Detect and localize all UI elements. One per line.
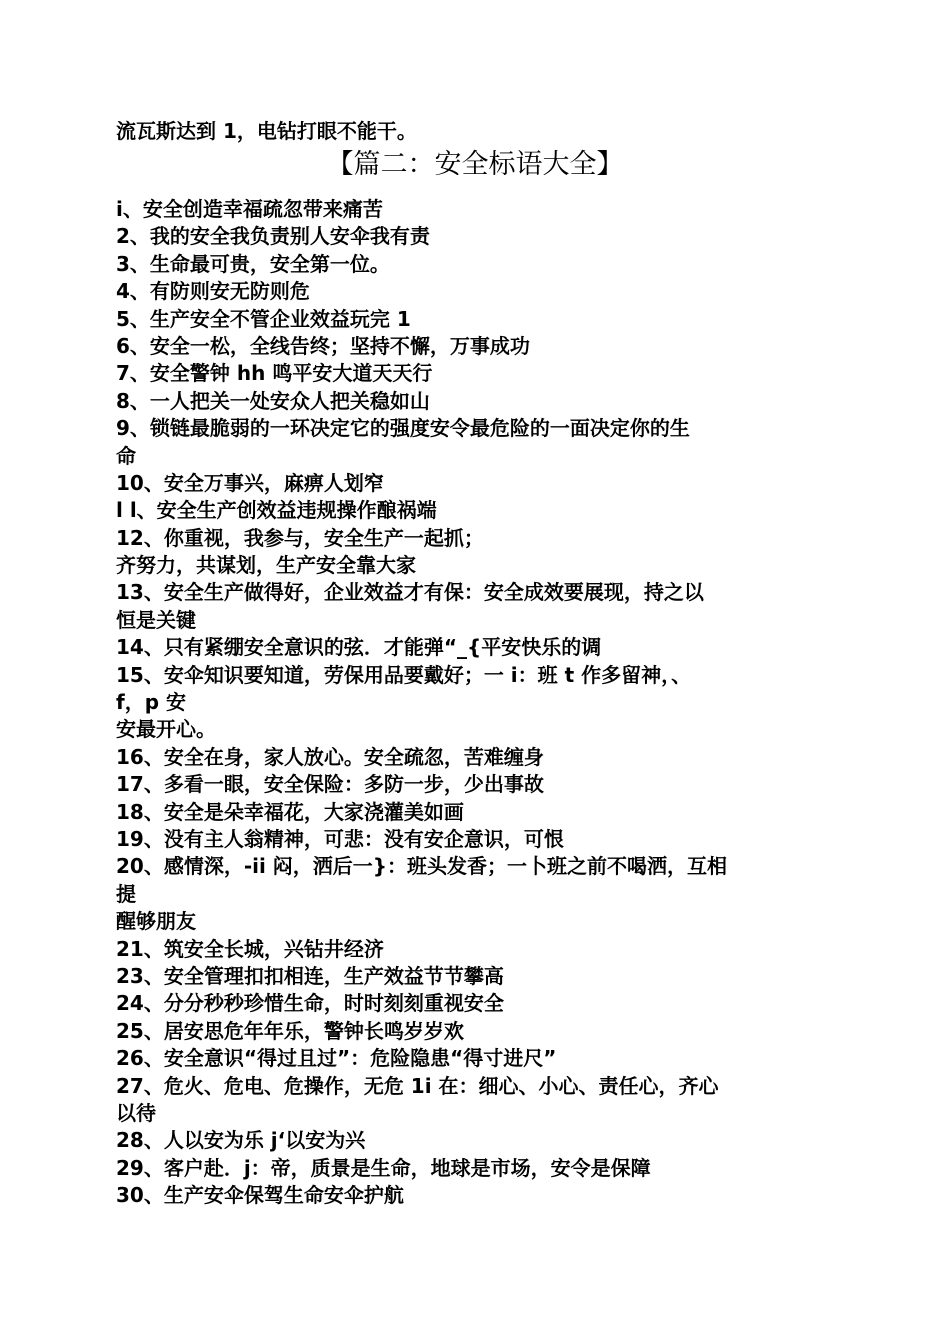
slogan-line: 30、生产安伞保驾生命安伞护航 bbox=[116, 1183, 404, 1208]
slogan-line: 24、分分秒秒珍惜生命，时时刻刻重视安全 bbox=[116, 991, 504, 1016]
continued-text-line: 流瓦斯达到 1，电钻打眼不能干。 bbox=[116, 119, 417, 143]
slogan-line: 25、居安思危年年乐，警钟长鸣岁岁欢 bbox=[116, 1018, 464, 1043]
slogan-line: 12、你重视，我参与，安全生产一起抓； bbox=[116, 525, 484, 550]
slogan-line: 9、锁链最脆弱的一环决定它的强度安令最危险的一面决定你的生 bbox=[116, 416, 690, 441]
slogan-line: 18、安全是朵幸福花，大家浇灌美如画 bbox=[116, 799, 464, 824]
slogan-line: 2、我的安全我负责别人安伞我有责 bbox=[116, 224, 430, 249]
slogan-line: 恒是关键 bbox=[116, 607, 196, 632]
slogan-line: 13、安全生产做得好，企业效益才有保：安全成效要展现，持之以 bbox=[116, 580, 704, 605]
slogan-list bbox=[116, 196, 846, 1209]
slogan-line: l l、安全生产创效益违规操作酿祸端 bbox=[116, 498, 437, 523]
slogan-line: 齐努力，共谋划，生产安全靠大家 bbox=[116, 553, 416, 578]
slogan-line: 4、有防则安无防则危 bbox=[116, 279, 310, 304]
slogan-line: 命 bbox=[116, 443, 136, 468]
slogan-line: 6、安全一松，全线告终；坚持不懈，万事成功 bbox=[116, 333, 530, 358]
slogan-line: 3、生命最可贵，安全第一位。 bbox=[116, 251, 390, 276]
slogan-line: 以待 bbox=[116, 1100, 156, 1125]
section-heading: 【篇二：安全标语大全】 bbox=[326, 149, 624, 180]
slogan-line: 14、只有紧绷安全意识的弦．才能弹“_{平安快乐的调 bbox=[116, 635, 602, 660]
slogan-line: 10、安全万事兴，麻痹人划窄 bbox=[116, 470, 384, 495]
slogan-line: 安最开心。 bbox=[116, 717, 216, 742]
slogan-line: 5、生产安全不管企业效益玩完 1 bbox=[116, 306, 411, 331]
slogan-line: 8、一人把关一处安众人把关稳如山 bbox=[116, 388, 430, 413]
slogan-line: 29、客户赴．j：帝，质景是生命，地球是市场，安令是保障 bbox=[116, 1155, 651, 1180]
slogan-line: 27、危火、危电、危操作，无危 1i 在：细心、小心、责任心，齐心 bbox=[116, 1073, 719, 1098]
slogan-line: 20、感情深，-ii 闷，洒后一}：班头发香；一卜班之前不喝洒，互相 bbox=[116, 854, 728, 879]
slogan-line: 28、人以安为乐 j‘以安为兴 bbox=[116, 1128, 366, 1153]
slogan-line: i、安全创造幸福疏忽带来痛苦 bbox=[116, 197, 383, 221]
slogan-line: 17、多看一眼，安全保险：多防一步，少出事故 bbox=[116, 772, 544, 797]
slogan-line: 21、筑安全长城，兴钻井经济 bbox=[116, 936, 384, 961]
slogan-line: 23、安全管理扣扣相连，生产效益节节攀高 bbox=[116, 963, 504, 988]
slogan-line: 醒够朋友 bbox=[116, 909, 196, 934]
slogan-line: 7、安全警钟 hh 鸣平安大道天天行 bbox=[116, 361, 433, 386]
slogan-line: 16、安全在身，家人放心。安全疏忽，苦难缠身 bbox=[116, 744, 544, 769]
slogan-line: 26、安全意识“得过且过”：危险隐患“得寸进尺” bbox=[116, 1046, 557, 1071]
slogan-line: 19、没有主人翁精神，可悲：没有安企意识，可恨 bbox=[116, 826, 564, 851]
slogan-line: 15、安伞知识要知道，劳保用品要戴好；一 i：班 t 作多留神，、 bbox=[116, 662, 692, 687]
slogan-line: f，p 安 bbox=[116, 690, 186, 715]
slogan-line: 提 bbox=[116, 881, 136, 906]
